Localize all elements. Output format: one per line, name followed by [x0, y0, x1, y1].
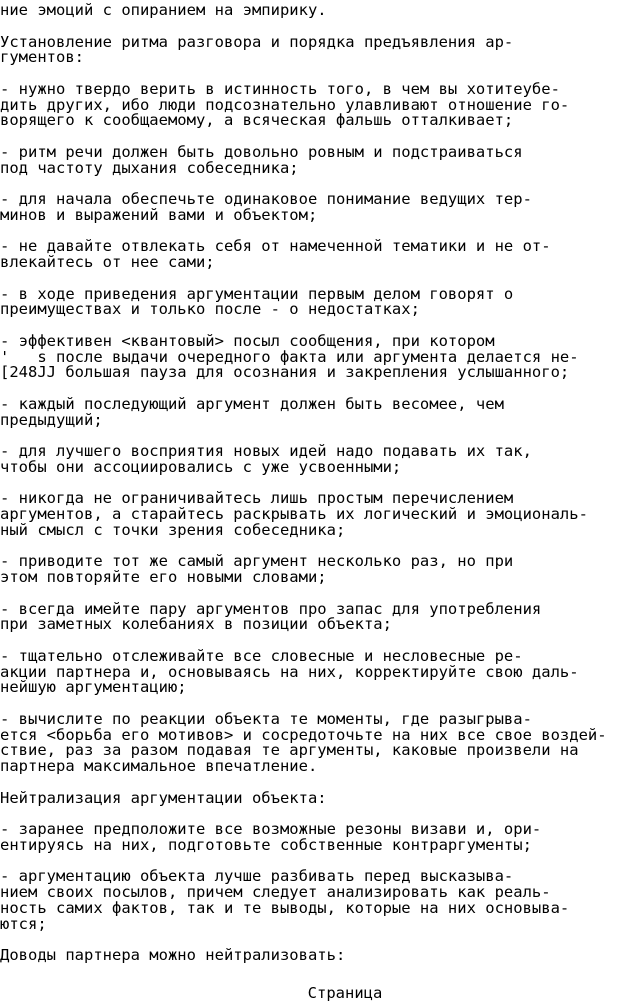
text-line: этом повторяйте его новыми словами;: [0, 568, 327, 586]
text-line: - заранее предположите все возможные резоны визави и, ори-: [0, 820, 542, 838]
text-line: нейшую аргументацию;: [0, 678, 187, 697]
text-line: - нужно твердо верить в истинность того, в чем вы хотитеубе-: [0, 79, 560, 98]
text-line: [248JJ большая пауза для осознания и закрепления услышанного;: [0, 363, 570, 382]
text-line: Нейтрализация аргументации объекта:: [0, 788, 327, 807]
text-line: ствие, раз за разом подавая те аргументы, каковые произвели на: [0, 741, 579, 760]
text-line: ются;: [0, 914, 47, 933]
text-line: аргументов, а старайтесь раскрывать их логический и эмоциональ-: [0, 505, 588, 523]
text-line: нием своих посылов, причем следует анализировать как реаль-: [0, 883, 551, 901]
text-line: под частоту дыхания собеседника;: [0, 158, 299, 177]
text-line: Доводы партнера можно нейтрализовать:: [0, 946, 346, 964]
text-line: преимуществах и только после - о недостатках;: [0, 300, 420, 319]
text-line: - никогда не ограничивайтесь лишь простым перечислением: [0, 489, 514, 508]
text-line: - ритм речи должен быть довольно ровным и подстраиваться: [0, 142, 523, 161]
text-line: ' s после выдачи очередного факта или аргумента делается не-: [0, 347, 579, 366]
text-line: при заметных колебаниях в позиции объекта;: [0, 615, 392, 634]
text-line: Установление ритма разговора и порядка предъявления ар-: [0, 32, 514, 51]
text-line: ется <борьба его мотивов> и сосредоточьте на них все свое воздей-: [0, 725, 607, 744]
text-line: - каждый последующий аргумент должен быть весомее, чем: [0, 394, 504, 413]
text-line: гументов:: [0, 48, 84, 67]
text-line: - для начала обеспечьте одинаковое понимание ведущих тер-: [0, 190, 532, 208]
text-line: - в ходе приведения аргументации первым делом говорят о: [0, 284, 514, 303]
page-footer: Страница: [307, 984, 383, 1002]
text-line: - тщательно отслеживайте все словесные и несловесные ре-: [0, 646, 523, 665]
text-line: - для лучшего восприятия новых идей надо подавать их так,: [0, 442, 532, 460]
text-line: ние эмоций с опиранием на эмпирику.: [0, 1, 327, 19]
text-line: ность самих фактов, так и те выводы, которые на них основыва-: [0, 898, 570, 917]
text-line: ный смысл с точки зрения собеседника;: [0, 520, 346, 539]
text-line: - приводите тот же самый аргумент несколько раз, но при: [0, 552, 514, 571]
text-line: - вычислите по реакции объекта те моменты, где разыгрыва-: [0, 709, 532, 728]
text-line: предыдущий;: [0, 410, 103, 429]
text-line: - аргументацию объекта лучше разбивать перед высказыва-: [0, 867, 514, 886]
text-line: минов и выражений вами и объектом;: [0, 205, 318, 224]
text-line: чтобы они ассоциировались с уже усвоенными;: [0, 457, 402, 476]
text-line: акции партнера и, основываясь на них, корректируйте свою даль-: [0, 662, 579, 681]
text-line: - эффективен <квантовый> посыл сообщения, при котором: [0, 331, 495, 350]
text-line: влекайтесь от нее сами;: [0, 253, 215, 271]
text-line: ентируясь на них, подготовьте собственные контраргументы;: [0, 835, 532, 854]
text-line: ворящего к сообщаемому, а всяческая фальшь отталкивает;: [0, 111, 514, 130]
text-line: дить других, ибо люди подсознательно улавливают отношение го-: [0, 95, 570, 114]
text-line: - не давайте отвлекать себя от намеченной тематики и не от-: [0, 237, 551, 256]
text-line: партнера максимальное впечатление.: [0, 757, 318, 775]
text-line: - всегда имейте пару аргументов про запас для употребления: [0, 599, 542, 618]
